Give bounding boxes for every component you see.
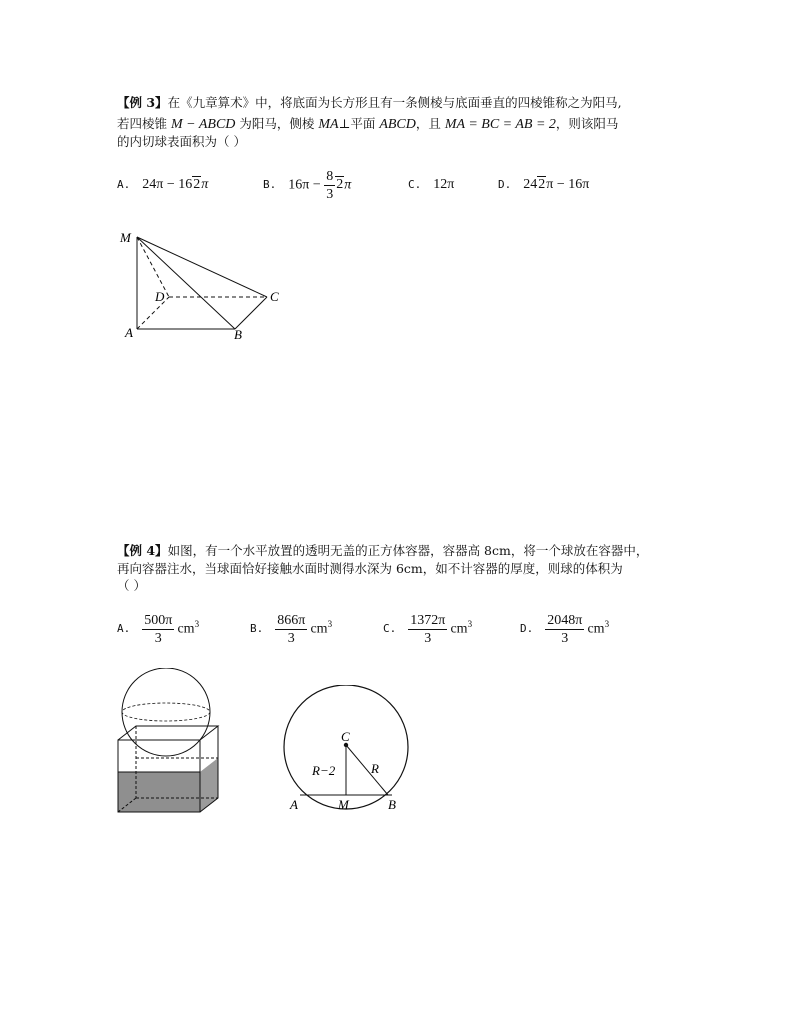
example4-option-d[interactable]: D. $\frac{2048\pi}{3}$ $cm^3$	[520, 613, 610, 646]
label-m: M	[120, 230, 131, 245]
example3-option-c[interactable]: C. 12π	[408, 177, 455, 192]
label-a2: A	[290, 797, 298, 812]
pyramid-figure	[115, 225, 290, 345]
label-d: D	[155, 289, 165, 304]
example4-tag: 【例 4】	[117, 543, 168, 558]
example3-line1: 【例 3】在《九章算术》中，将底面为长方形且有一条侧棱与底面垂直的四棱锥称之为阳马,	[117, 95, 622, 110]
example3-option-b[interactable]: B. 16π − $\frac{8}{3}$ 2π	[263, 169, 352, 202]
example4-line3: （ ）	[117, 578, 146, 593]
label-c2: C	[341, 729, 350, 744]
cross-section-figure	[280, 685, 420, 817]
example3-option-a[interactable]: A. 24π − 162π	[117, 177, 209, 192]
container-figure	[112, 668, 230, 816]
label-b: B	[234, 327, 242, 342]
label-m2: M	[338, 797, 349, 812]
water-side	[200, 758, 218, 812]
example3-option-d[interactable]: D. 242π − 16π	[498, 177, 590, 192]
example4-line2: 再向容器注水，当球面恰好接触水面时测得水深为 6cm，如不计容器的厚度，则球的体积为	[117, 561, 623, 576]
label-r: R	[371, 761, 379, 776]
example3-tag: 【例 3】	[117, 95, 168, 110]
water-front	[118, 772, 200, 812]
label-c: C	[270, 289, 279, 304]
sphere	[122, 668, 210, 756]
example3-line3: 的内切球表面积为（ ）	[117, 134, 246, 149]
example3-line2: 若四棱锥 M − ABCD 为阳马，侧棱 MA⊥平面 ABCD，且 MA = BC = AB = 2，则该阳马	[117, 116, 619, 132]
example4-line1: 【例 4】如图，有一个水平放置的透明无盖的正方体容器，容器高 8cm，将一个球放在容器中，	[117, 543, 649, 558]
example4-option-a[interactable]: A. $\frac{500\pi}{3}$ $cm^3$	[117, 613, 200, 646]
label-a: A	[125, 325, 133, 340]
label-b2: B	[388, 797, 396, 812]
example4-option-b[interactable]: B. $\frac{866\pi}{3}$ $cm^3$	[250, 613, 333, 646]
radius-cb	[346, 745, 388, 795]
example4-option-c[interactable]: C. $\frac{1372\pi}{3}$ $cm^3$	[383, 613, 473, 646]
label-r-minus-2: R−2	[312, 763, 336, 778]
